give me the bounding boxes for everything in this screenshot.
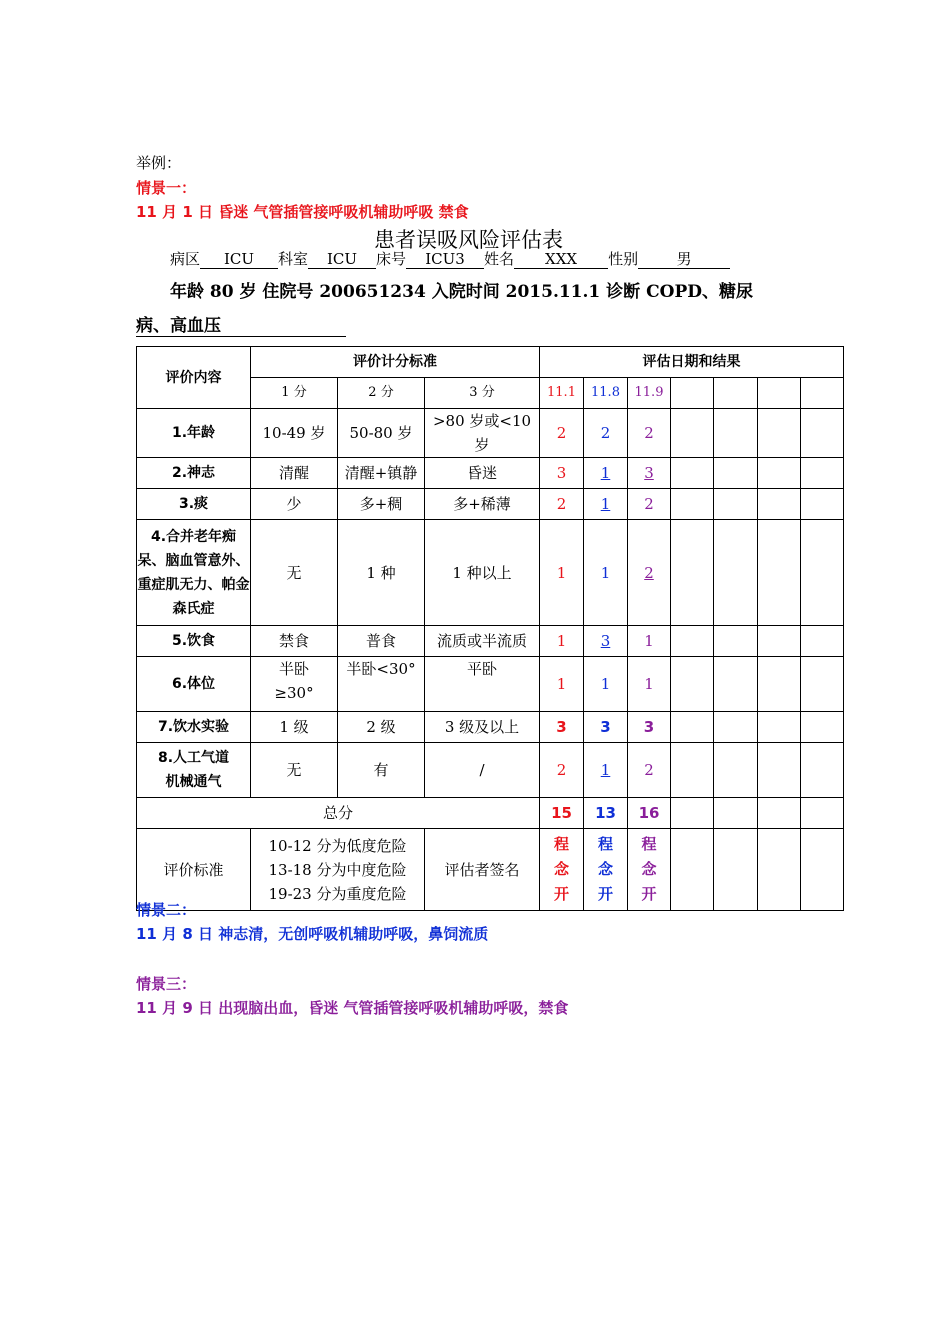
score1-cell: 1 级 [251, 712, 338, 743]
score3-cell: 多+稀薄 [425, 489, 540, 520]
empty-cell [801, 520, 844, 626]
date-cell: 11.8 [584, 378, 628, 409]
result-cell: 1 [584, 520, 628, 626]
empty-cell [758, 829, 801, 911]
empty-cell [714, 489, 758, 520]
result-cell: 2 [540, 489, 584, 520]
empty-cell [714, 829, 758, 911]
empty-cell [758, 378, 801, 409]
score1-cell: 无 [251, 520, 338, 626]
item-cell: 2.神志 [137, 458, 251, 489]
empty-cell [758, 626, 801, 657]
empty-cell [714, 712, 758, 743]
empty-cell [671, 798, 714, 829]
item-cell: 6.体位 [137, 657, 251, 712]
score3-cell: 流质或半流质 [425, 626, 540, 657]
date-cell: 11.1 [540, 378, 584, 409]
empty-cell [671, 657, 714, 712]
score1-cell: 10-49 岁 [251, 409, 338, 458]
empty-cell [758, 489, 801, 520]
diagnosis-continued: 病、高血压 [136, 311, 346, 337]
patient-info-line [170, 248, 730, 269]
empty-cell [801, 743, 844, 798]
result-cell: 2 [628, 520, 671, 626]
total-cell: 16 [628, 798, 671, 829]
empty-cell [758, 409, 801, 458]
empty-cell [801, 626, 844, 657]
scene1-text: 11 月 1 日 昏迷 气管插管接呼吸机辅助呼吸 禁食 [136, 203, 469, 221]
total-row [137, 798, 844, 829]
header-content: 评价内容 [137, 347, 251, 409]
empty-cell [714, 626, 758, 657]
dept-value: ICU [308, 250, 376, 269]
empty-cell [801, 829, 844, 911]
item-cell: 8.人工气道机械通气 [137, 743, 251, 798]
date-cell: 11.9 [628, 378, 671, 409]
result-cell: 2 [540, 409, 584, 458]
item-cell: 1.年龄 [137, 409, 251, 458]
score3-cell: 3 级及以上 [425, 712, 540, 743]
result-cell: 2 [584, 409, 628, 458]
empty-cell [671, 409, 714, 458]
form-title: 患者误吸风险评估表 [374, 228, 563, 252]
sex-label: 性别 [608, 250, 639, 268]
patient-detail-line: 年龄 80 岁 住院号 200651234 入院时间 2015.11.1 诊断 COPD、糖尿 [170, 282, 753, 302]
empty-cell [671, 378, 714, 409]
score2-cell: 2 级 [338, 712, 425, 743]
empty-cell [758, 657, 801, 712]
score2-cell: 多+稠 [338, 489, 425, 520]
empty-cell [714, 657, 758, 712]
table-row [137, 743, 844, 798]
result-cell: 1 [628, 626, 671, 657]
score3-cell: 1 种以上 [425, 520, 540, 626]
score3-cell: 昏迷 [425, 458, 540, 489]
empty-cell [758, 712, 801, 743]
score1-cell: 无 [251, 743, 338, 798]
empty-cell [714, 798, 758, 829]
score3-cell: / [425, 743, 540, 798]
empty-cell [801, 657, 844, 712]
table-row [137, 409, 844, 458]
header-score2: 2 分 [338, 378, 425, 409]
empty-cell [801, 458, 844, 489]
criteria-cell [251, 829, 425, 911]
score1-cell: 禁食 [251, 626, 338, 657]
criteria-row [137, 829, 844, 911]
item-cell: 4.合并老年痴呆、脑血管意外、重症肌无力、帕金森氏症 [137, 520, 251, 626]
empty-cell [758, 458, 801, 489]
result-cell: 3 [540, 458, 584, 489]
name-label: 姓名 [484, 250, 515, 268]
signature-cell: 程念开 [628, 829, 671, 911]
result-cell: 3 [584, 626, 628, 657]
empty-cell [714, 458, 758, 489]
empty-cell [801, 712, 844, 743]
result-cell: 1 [628, 657, 671, 712]
criteria-line: 19-23 分为重度危险 [268, 884, 407, 903]
total-cell: 13 [584, 798, 628, 829]
signature-cell: 程念开 [540, 829, 584, 911]
header-score3: 3 分 [425, 378, 540, 409]
score1-cell: 半卧≥30° [251, 657, 338, 712]
result-cell: 1 [540, 626, 584, 657]
score2-cell: 清醒+镇静 [338, 458, 425, 489]
example-label: 举例： [136, 154, 182, 172]
empty-cell [671, 712, 714, 743]
item-cell: 5.饮食 [137, 626, 251, 657]
result-cell: 2 [628, 489, 671, 520]
total-cell: 15 [540, 798, 584, 829]
table-row [137, 712, 844, 743]
empty-cell [714, 743, 758, 798]
score3-cell: >80 岁或<10 岁 [425, 409, 540, 458]
header-standard: 评价计分标准 [251, 347, 540, 378]
score1-cell: 清醒 [251, 458, 338, 489]
empty-cell [758, 798, 801, 829]
empty-cell [758, 743, 801, 798]
criteria-label: 评价标准 [137, 829, 251, 911]
criteria-line: 10-12 分为低度危险 [268, 836, 407, 855]
risk-assessment-table [136, 346, 844, 911]
scene1-label: 情景一： [136, 179, 197, 197]
result-cell: 3 [628, 712, 671, 743]
name-value: XXX [514, 250, 608, 269]
dept-label: 科室 [278, 250, 309, 268]
table-row [137, 458, 844, 489]
empty-cell [714, 409, 758, 458]
result-cell: 2 [628, 743, 671, 798]
empty-cell [671, 489, 714, 520]
criteria-line: 13-18 分为中度危险 [268, 860, 407, 879]
empty-cell [801, 409, 844, 458]
assessor-label: 评估者签名 [425, 829, 540, 911]
empty-cell [758, 520, 801, 626]
empty-cell [671, 626, 714, 657]
empty-cell [801, 378, 844, 409]
score2-cell: 半卧<30° [338, 657, 425, 712]
result-cell: 2 [628, 409, 671, 458]
table-row [137, 626, 844, 657]
empty-cell [714, 520, 758, 626]
empty-cell [671, 458, 714, 489]
result-cell: 1 [584, 489, 628, 520]
result-cell: 1 [540, 657, 584, 712]
total-label: 总分 [137, 798, 540, 829]
header-score1: 1 分 [251, 378, 338, 409]
table-row [137, 520, 844, 626]
score2-cell: 1 种 [338, 520, 425, 626]
score1-cell: 少 [251, 489, 338, 520]
sex-value: 男 [638, 250, 730, 269]
header-results: 评估日期和结果 [540, 347, 844, 378]
scene3-text: 11 月 9 日 出现脑出血，昏迷 气管插管接呼吸机辅助呼吸，禁食 [136, 999, 569, 1017]
scene2-label: 情景二： [136, 901, 197, 919]
score2-cell: 有 [338, 743, 425, 798]
result-cell: 3 [584, 712, 628, 743]
table-row [137, 657, 844, 712]
result-cell: 2 [540, 743, 584, 798]
score2-cell: 50-80 岁 [338, 409, 425, 458]
scene3-label: 情景三： [136, 975, 197, 993]
bed-value: ICU3 [406, 250, 484, 269]
score2-cell: 普食 [338, 626, 425, 657]
item-cell: 3.痰 [137, 489, 251, 520]
ward-value: ICU [200, 250, 278, 269]
scene2-text: 11 月 8 日 神志清，无创呼吸机辅助呼吸，鼻饲流质 [136, 925, 489, 943]
empty-cell [671, 743, 714, 798]
empty-cell [671, 829, 714, 911]
table-row [137, 489, 844, 520]
item-cell: 7.饮水实验 [137, 712, 251, 743]
bed-label: 床号 [376, 250, 407, 268]
score3-cell: 平卧 [425, 657, 540, 712]
result-cell: 3 [540, 712, 584, 743]
result-cell: 1 [584, 657, 628, 712]
signature-cell: 程念开 [584, 829, 628, 911]
result-cell: 1 [584, 743, 628, 798]
result-cell: 1 [584, 458, 628, 489]
ward-label: 病区 [170, 250, 201, 268]
empty-cell [801, 489, 844, 520]
result-cell: 3 [628, 458, 671, 489]
empty-cell [801, 798, 844, 829]
result-cell: 1 [540, 520, 584, 626]
empty-cell [714, 378, 758, 409]
empty-cell [671, 520, 714, 626]
